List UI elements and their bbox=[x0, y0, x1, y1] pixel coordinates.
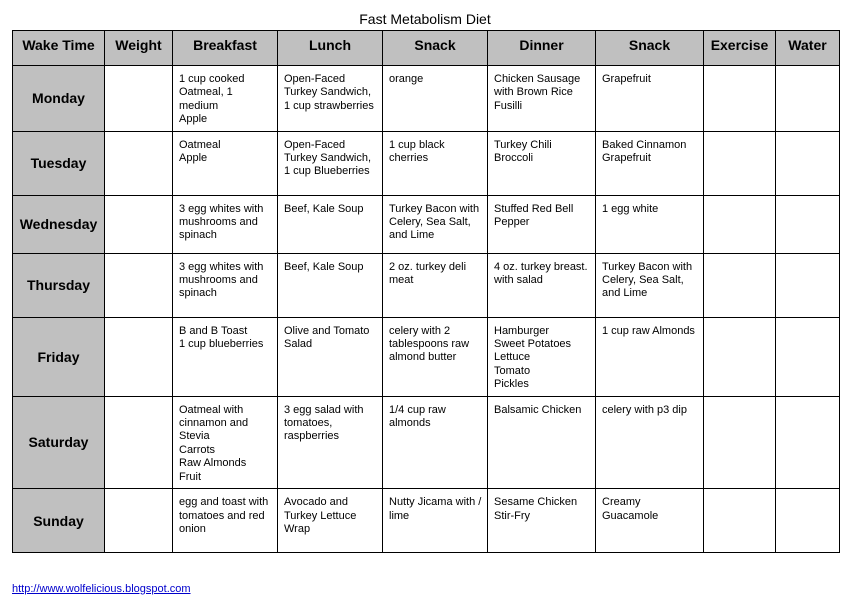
exercise-cell bbox=[704, 489, 776, 553]
table-row bbox=[13, 131, 840, 195]
snack-2-cell: Creamy Guacamole bbox=[596, 489, 704, 553]
header-snack-1: Snack bbox=[383, 31, 488, 66]
weight-cell bbox=[105, 66, 173, 132]
breakfast-cell: egg and toast with tomatoes and red onion bbox=[173, 489, 278, 553]
snack-2-cell: celery with p3 dip bbox=[596, 396, 704, 488]
day-label: Thursday bbox=[13, 253, 105, 317]
day-label: Friday bbox=[13, 317, 105, 396]
breakfast-cell: 3 egg whites with mushrooms and spinach bbox=[173, 195, 278, 253]
table-row bbox=[13, 489, 840, 553]
water-cell bbox=[776, 396, 840, 488]
snack-2-cell: 1 egg white bbox=[596, 195, 704, 253]
breakfast-cell: 3 egg whites with mushrooms and spinach bbox=[173, 253, 278, 317]
exercise-cell bbox=[704, 131, 776, 195]
dinner-cell: Stuffed Red Bell Pepper bbox=[488, 195, 596, 253]
snack-1-cell: Turkey Bacon with Celery, Sea Salt, and Lime bbox=[383, 195, 488, 253]
exercise-cell bbox=[704, 253, 776, 317]
snack-1-cell: celery with 2 tablespoons raw almond butter bbox=[383, 317, 488, 396]
dinner-cell: 4 oz. turkey breast. with salad bbox=[488, 253, 596, 317]
water-cell bbox=[776, 489, 840, 553]
lunch-cell: Beef, Kale Soup bbox=[278, 195, 383, 253]
water-cell bbox=[776, 66, 840, 132]
snack-1-cell: Nutty Jicama with / lime bbox=[383, 489, 488, 553]
day-label: Sunday bbox=[13, 489, 105, 553]
exercise-cell bbox=[704, 317, 776, 396]
day-label: Saturday bbox=[13, 396, 105, 488]
snack-1-cell: 2 oz. turkey deli meat bbox=[383, 253, 488, 317]
header-lunch: Lunch bbox=[278, 31, 383, 66]
weight-cell bbox=[105, 195, 173, 253]
snack-1-cell: 1/4 cup raw almonds bbox=[383, 396, 488, 488]
header-row bbox=[13, 31, 840, 66]
exercise-cell bbox=[704, 66, 776, 132]
exercise-cell bbox=[704, 396, 776, 488]
weight-cell bbox=[105, 253, 173, 317]
lunch-cell: Beef, Kale Soup bbox=[278, 253, 383, 317]
header-breakfast: Breakfast bbox=[173, 31, 278, 66]
diet-table bbox=[12, 30, 840, 553]
dinner-cell: Sesame Chicken Stir-Fry bbox=[488, 489, 596, 553]
breakfast-cell: Oatmeal with cinnamon and Stevia Carrots Raw Almonds Fruit bbox=[173, 396, 278, 488]
header-snack-2: Snack bbox=[596, 31, 704, 66]
table-row bbox=[13, 195, 840, 253]
dinner-cell: Hamburger Sweet Potatoes Lettuce Tomato Pickles bbox=[488, 317, 596, 396]
lunch-cell: 3 egg salad with tomatoes, raspberries bbox=[278, 396, 383, 488]
water-cell bbox=[776, 195, 840, 253]
breakfast-cell: 1 cup cooked Oatmeal, 1 medium Apple bbox=[173, 66, 278, 132]
lunch-cell: Avocado and Turkey Lettuce Wrap bbox=[278, 489, 383, 553]
snack-2-cell: Baked Cinnamon Grapefruit bbox=[596, 131, 704, 195]
header-weight: Weight bbox=[105, 31, 173, 66]
lunch-cell: Open-Faced Turkey Sandwich, 1 cup Blueberries bbox=[278, 131, 383, 195]
exercise-cell bbox=[704, 195, 776, 253]
day-label: Tuesday bbox=[13, 131, 105, 195]
dinner-cell: Chicken Sausage with Brown Rice Fusilli bbox=[488, 66, 596, 132]
lunch-cell: Open-Faced Turkey Sandwich, 1 cup strawberries bbox=[278, 66, 383, 132]
header-water: Water bbox=[776, 31, 840, 66]
lunch-cell: Olive and Tomato Salad bbox=[278, 317, 383, 396]
snack-2-cell: Grapefruit bbox=[596, 66, 704, 132]
table-row bbox=[13, 66, 840, 132]
snack-2-cell: Turkey Bacon with Celery, Sea Salt, and Lime bbox=[596, 253, 704, 317]
water-cell bbox=[776, 317, 840, 396]
table-row bbox=[13, 253, 840, 317]
snack-2-cell: 1 cup raw Almonds bbox=[596, 317, 704, 396]
dinner-cell: Balsamic Chicken bbox=[488, 396, 596, 488]
header-dinner: Dinner bbox=[488, 31, 596, 66]
blog-link[interactable]: http://www.wolfelicious.blogspot.com bbox=[12, 583, 191, 595]
water-cell bbox=[776, 253, 840, 317]
weight-cell bbox=[105, 396, 173, 488]
dinner-cell: Turkey Chili Broccoli bbox=[488, 131, 596, 195]
breakfast-cell: B and B Toast 1 cup blueberries bbox=[173, 317, 278, 396]
weight-cell bbox=[105, 317, 173, 396]
page-title: Fast Metabolism Diet bbox=[359, 11, 491, 27]
water-cell bbox=[776, 131, 840, 195]
breakfast-cell: Oatmeal Apple bbox=[173, 131, 278, 195]
weight-cell bbox=[105, 489, 173, 553]
day-label: Wednesday bbox=[13, 195, 105, 253]
day-label: Monday bbox=[13, 66, 105, 132]
table-row bbox=[13, 317, 840, 396]
snack-1-cell: 1 cup black cherries bbox=[383, 131, 488, 195]
header-exercise: Exercise bbox=[704, 31, 776, 66]
header-wake-time: Wake Time bbox=[13, 31, 105, 66]
table-row bbox=[13, 396, 840, 488]
weight-cell bbox=[105, 131, 173, 195]
snack-1-cell: orange bbox=[383, 66, 488, 132]
